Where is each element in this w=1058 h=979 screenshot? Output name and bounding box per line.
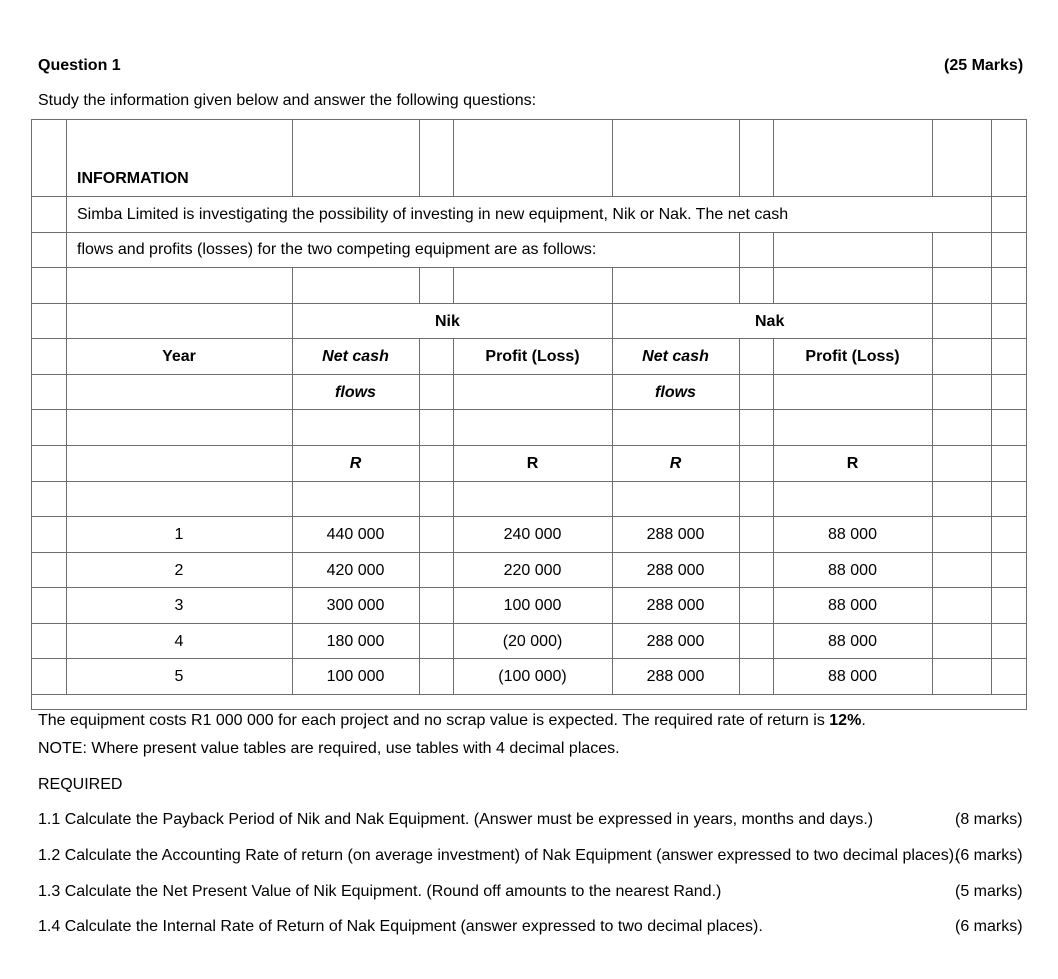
nak-cash-currency: R	[669, 455, 682, 472]
instruction-text: Study the information given below and answer the following questions:	[38, 92, 537, 109]
nik-net-cash-header-2: flows	[335, 384, 376, 401]
nik-profit-cell: (20 000)	[502, 633, 563, 650]
required-heading: REQUIRED	[38, 776, 123, 793]
info-line-2: flows and profits (losses) for the two competing equipment are as follows:	[77, 241, 597, 258]
nik-cash-cell: 420 000	[326, 562, 385, 579]
nak-label: Nak	[755, 313, 785, 330]
pv-note: NOTE: Where present value tables are required, use tables with 4 decimal places.	[38, 740, 620, 757]
nak-profit-cell: 88 000	[828, 562, 877, 579]
nik-cash-cell: 180 000	[326, 633, 385, 650]
year-cell: 2	[174, 562, 184, 579]
question-1-2: 1.2 Calculate the Accounting Rate of return (on average investment) of Nak Equipment (answer expressed to two decimal places).	[38, 847, 959, 864]
nik-cash-cell: 100 000	[326, 668, 385, 685]
question-1-4: 1.4 Calculate the Internal Rate of Return of Nak Equipment (answer expressed to two decimal places).	[38, 918, 763, 935]
nak-net-cash-header-2: flows	[655, 384, 696, 401]
nak-profit-cell: 88 000	[828, 526, 877, 543]
nak-net-cash-header: Net cash	[642, 348, 709, 365]
nik-cash-cell: 300 000	[326, 597, 385, 614]
nak-profit-cell: 88 000	[828, 597, 877, 614]
nik-label: Nik	[435, 313, 460, 330]
nik-profit-header: Profit (Loss)	[485, 348, 580, 365]
nak-profit-header: Profit (Loss)	[805, 348, 900, 365]
year-cell: 5	[174, 668, 184, 685]
nak-cash-cell: 288 000	[646, 668, 705, 685]
question-title: Question 1	[38, 57, 121, 74]
nik-profit-cell: 240 000	[503, 526, 562, 543]
total-marks: (25 Marks)	[944, 57, 1024, 74]
question-1-3: 1.3 Calculate the Net Present Value of Nik Equipment. (Round off amounts to the nearest Rand.)	[38, 883, 722, 900]
required-rate: 12%	[829, 712, 862, 729]
info-heading: INFORMATION	[77, 170, 189, 187]
cost-text: The equipment costs R1 000 000 for each project and no scrap value is expected. The required rate of return is	[38, 712, 830, 729]
nik-cash-currency: R	[349, 455, 362, 472]
nak-cash-cell: 288 000	[646, 526, 705, 543]
nak-cash-cell: 288 000	[646, 633, 705, 650]
nik-profit-currency: R	[526, 455, 539, 472]
question-1-1: 1.1 Calculate the Payback Period of Nik and Nak Equipment. (Answer must be expressed in years, months and days.)	[38, 811, 874, 828]
nak-cash-cell: 288 000	[646, 562, 705, 579]
cost-period: .	[861, 712, 866, 729]
year-cell: 1	[174, 526, 184, 543]
question-1-1-marks: (8 marks)	[955, 811, 1023, 828]
col-year-header: Year	[162, 348, 196, 365]
question-1-3-marks: (5 marks)	[955, 883, 1023, 900]
year-cell: 4	[174, 633, 184, 650]
question-1-2-marks: (6 marks)	[955, 847, 1023, 864]
nak-profit-currency: R	[846, 455, 859, 472]
nik-profit-cell: 220 000	[503, 562, 562, 579]
nak-profit-cell: 88 000	[828, 668, 877, 685]
nak-cash-cell: 288 000	[646, 597, 705, 614]
nik-net-cash-header: Net cash	[322, 348, 389, 365]
info-line-1: Simba Limited is investigating the possibility of investing in new equipment, Nik or Nak. The net cash	[77, 206, 789, 223]
nik-cash-cell: 440 000	[326, 526, 385, 543]
question-1-4-marks: (6 marks)	[955, 918, 1023, 935]
nik-profit-cell: (100 000)	[498, 668, 567, 685]
cost-statement	[38, 712, 866, 730]
nak-profit-cell: 88 000	[828, 633, 877, 650]
year-cell: 3	[174, 597, 184, 614]
nik-profit-cell: 100 000	[503, 597, 562, 614]
